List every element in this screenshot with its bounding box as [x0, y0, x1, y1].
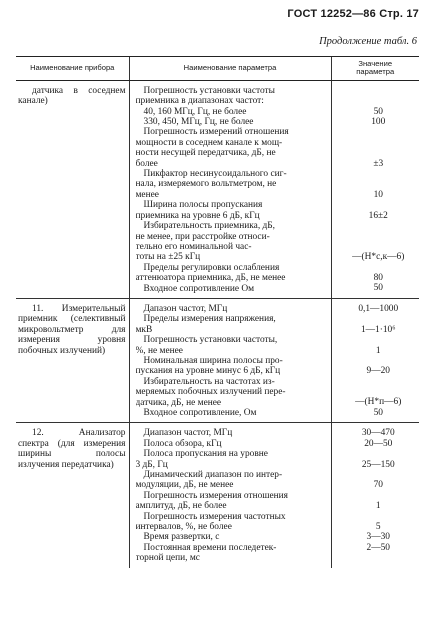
value-spacer: [338, 96, 420, 106]
parameter-line: не менее, при расстройке относи-: [135, 231, 270, 242]
value-spacer: [338, 553, 420, 563]
column-header-parameter: Наименование параметра: [129, 57, 331, 81]
parameter-value: ±3: [373, 158, 384, 169]
parameter-line: Пределы измерения напряжения,: [143, 314, 276, 325]
parameter-value: 1: [375, 501, 381, 512]
column-header-value: [331, 57, 419, 81]
parameter-value: 0,1—1000: [358, 303, 399, 314]
parameter-line: мощности в соседнем канале к мощ-: [135, 137, 283, 148]
page-header: ГОСТ 12252—86 Стр. 17: [287, 8, 419, 20]
parameter-line: Ширина полосы пропускания: [143, 200, 263, 211]
parameter-line: 40, 160 МГц, Гц, не более: [143, 106, 247, 117]
parameter-value: 100: [371, 116, 386, 127]
column-header-value-line: Значение: [358, 60, 393, 68]
parameter-value: 50: [373, 407, 383, 418]
parameter-line: Погрешность измерений отношения: [143, 127, 289, 138]
table-row: [16, 80, 419, 298]
parameter-line: торной цепи, мс: [135, 553, 200, 564]
value-spacer: [338, 231, 420, 241]
parameters-table: [16, 56, 419, 568]
value-spacer: [338, 512, 420, 522]
parameter-line: Полоса обзора, кГц: [143, 438, 222, 449]
value-spacer: [338, 242, 420, 252]
parameter-line: 3 дБ, Гц: [135, 459, 168, 470]
parameter-value: 50: [373, 283, 383, 294]
parameter-line: Номинальная ширина полосы про-: [143, 355, 283, 366]
parameter-line: интервалов, %, не более: [135, 522, 232, 533]
parameter-value: 9—20: [366, 366, 390, 377]
parameter-line: меряемых побочных излучений пере-: [135, 387, 286, 398]
parameter-line: датчика, дБ, не менее: [135, 397, 222, 408]
value-list: [331, 80, 419, 298]
parameter-list: [129, 298, 331, 422]
parameter-line: модуляции, дБ, не менее: [135, 480, 234, 491]
device-name: 12. Анализатор спектра (для измерения ширины полосы излучения передатчика): [16, 423, 129, 568]
parameter-line: Погрешность измерения отношения: [143, 490, 288, 501]
parameter-line: приемника на уровне 6 дБ, кГц: [135, 210, 260, 221]
parameter-line: тельно его номинальной час-: [135, 241, 252, 252]
value-spacer: [338, 169, 420, 179]
parameter-value: 70: [373, 480, 383, 491]
table-header-row: [16, 57, 419, 81]
value-spacer: [338, 200, 420, 210]
parameter-line: Входное сопротивление Ом: [143, 283, 255, 294]
parameter-value: 2—50: [366, 542, 390, 553]
parameter-value: 30—470: [361, 428, 395, 439]
parameter-line: Постоянная времени последетек-: [143, 542, 277, 553]
parameter-line: аттенюатора приемника, дБ, не менее: [135, 273, 286, 284]
value-spacer: [338, 314, 420, 324]
table-row: [16, 298, 419, 422]
value-spacer: [338, 356, 420, 366]
parameter-value: 20—50: [364, 438, 393, 449]
value-spacer: [338, 377, 420, 387]
parameter-line: Погрешность установки частоты,: [143, 335, 278, 346]
parameter-line: Полоса пропускания на уровне: [143, 449, 268, 460]
parameter-value: 10: [373, 189, 383, 200]
parameter-value: 3—30: [366, 532, 390, 543]
parameter-line: пускания на уровне минус 6 дБ, кГц: [135, 366, 281, 377]
parameter-line: Диапазон частот, МГц: [143, 428, 233, 439]
parameter-line: менее: [135, 189, 159, 200]
value-spacer: [338, 138, 420, 148]
value-spacer: [338, 470, 420, 480]
parameter-value: 80: [373, 272, 383, 283]
table-row: [16, 423, 419, 568]
column-header-value-line: параметра: [356, 68, 395, 77]
parameter-line: нала, измеряемого вольтметром, не: [135, 179, 277, 190]
parameter-list: [129, 423, 331, 568]
parameter-line: Входное сопротивление, Ом: [143, 408, 257, 418]
parameter-line: мкВ: [135, 324, 153, 335]
value-spacer: [338, 335, 420, 345]
table-continuation-label: Продолжение табл. 6: [319, 36, 417, 47]
parameter-value: 1—1·10⁶: [360, 324, 396, 335]
parameter-line: амплитуд, дБ, не более: [135, 501, 227, 512]
parameter-value: 16±2: [368, 210, 388, 221]
parameter-line: более: [135, 158, 158, 169]
parameter-line: Погрешность установки частоты: [143, 85, 275, 96]
parameter-value: 1: [375, 345, 381, 356]
parameter-line: Погрешность измерения частотных: [143, 511, 286, 522]
value-spacer: [338, 148, 420, 158]
parameter-line: Время развертки, с: [143, 532, 220, 543]
column-header-device: Наименование прибора: [16, 57, 129, 81]
parameter-value: 50: [373, 106, 383, 117]
parameter-line: Динамический диапазон по интер-: [143, 470, 283, 481]
parameter-line: Избирательность на частотах из-: [143, 376, 275, 387]
value-spacer: [338, 491, 420, 501]
value-spacer: [338, 387, 420, 397]
parameter-line: Дапазон частот, МГц: [143, 303, 228, 314]
parameter-value: —(Н*с,к—6): [352, 252, 405, 263]
parameter-line: Пределы регулировки ослабления: [143, 262, 280, 273]
value-list: [331, 423, 419, 568]
value-spacer: [338, 127, 420, 137]
value-spacer: [338, 262, 420, 272]
parameter-line: 330, 450, МГц, Гц, не более: [143, 117, 254, 128]
value-spacer: [338, 179, 420, 189]
parameter-line: Избирательность приемника, дБ,: [143, 221, 276, 232]
parameter-line: Пикфактор несинусоидального сиг-: [143, 169, 287, 180]
parameter-value: 25—150: [361, 459, 395, 470]
parameter-line: ности несущей передатчика, дБ, не: [135, 148, 276, 159]
parameter-list: [129, 80, 331, 298]
device-name: датчика в соседнем канале): [18, 85, 126, 107]
value-spacer: [338, 86, 420, 96]
parameter-line: %, не менее: [135, 345, 183, 356]
value-list: [331, 298, 419, 422]
device-name: 11. Измерительный приемник (селективный микровольтметр для измерения уровня побочных излучений): [16, 298, 129, 422]
parameter-value: —(Н*п—6): [355, 397, 402, 408]
parameter-line: приемника в диапазонах частот:: [135, 96, 264, 107]
parameter-line: тоты на ±25 кГц: [135, 252, 201, 263]
value-spacer: [338, 449, 420, 459]
value-spacer: [338, 221, 420, 231]
parameter-value: 5: [375, 521, 381, 532]
